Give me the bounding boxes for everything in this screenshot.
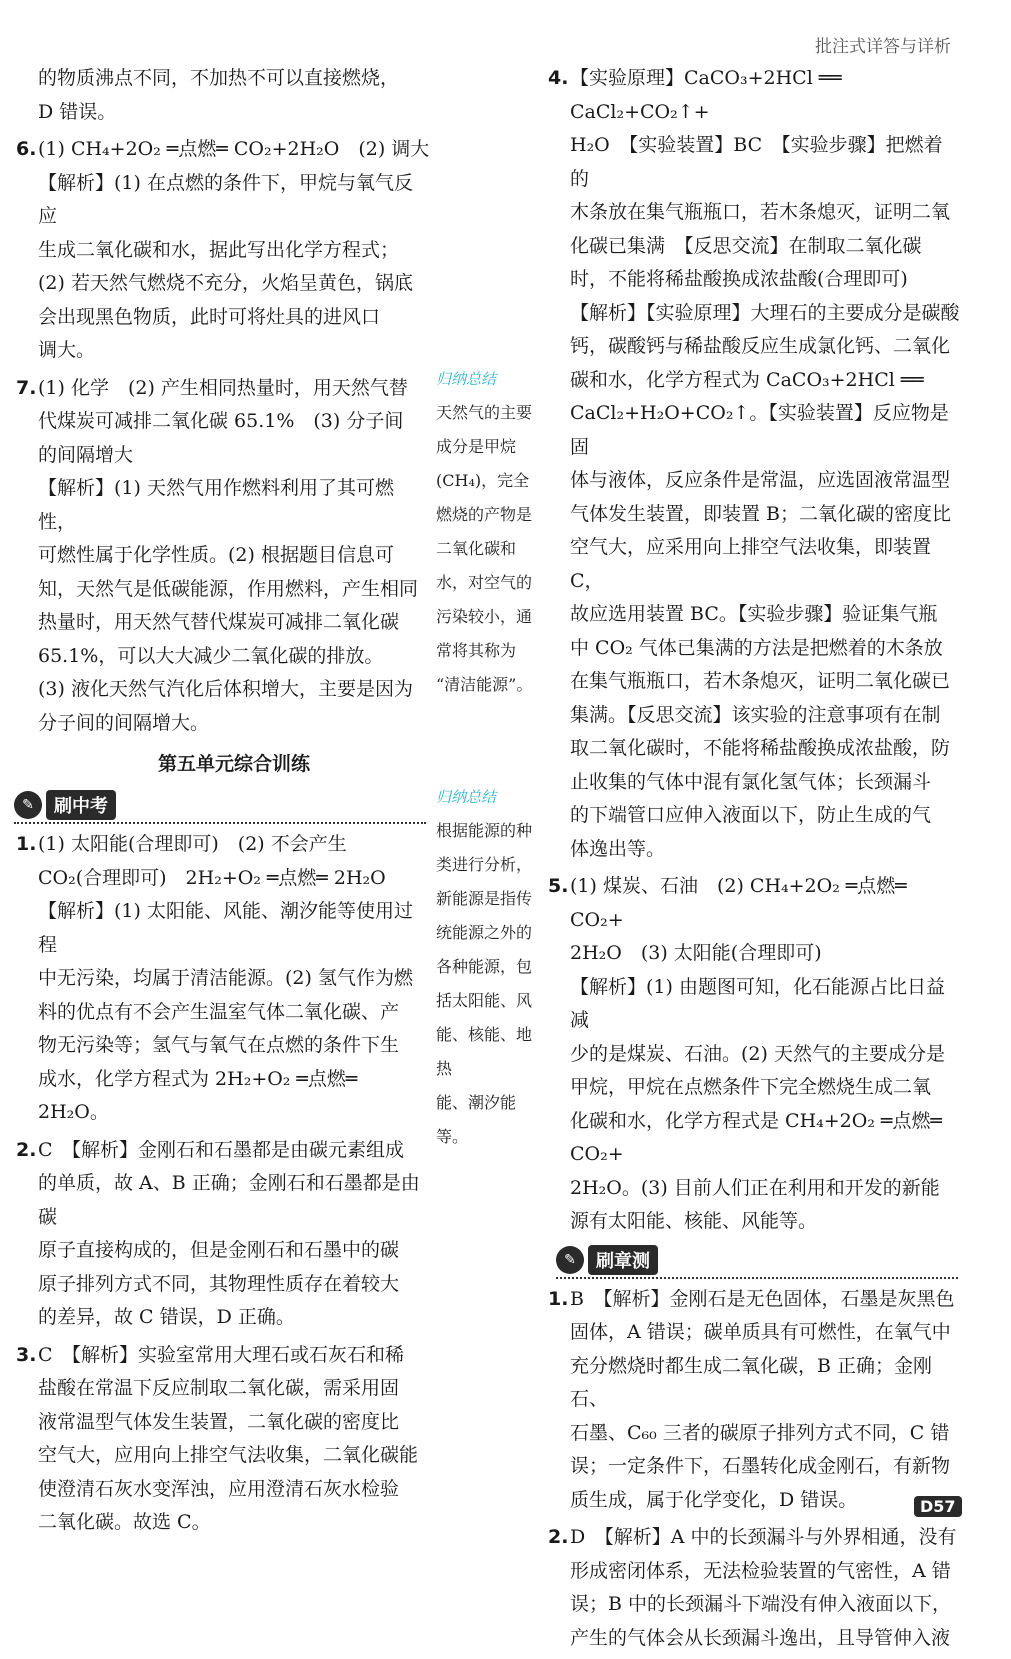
page-header: 批注式详答与详析 <box>815 37 951 57</box>
question-4: 4.【实验原理】CaCO₃+2HCl ══ CaCl₂+CO₂↑+ H₂O 【实验装置】BC 【实验步骤】把燃着的 木条放在集气瓶瓶口，若木条熄灭，证明二氧 化碳已集满 【反思交流】在制取二氧化碳 时，不能将稀盐酸换成浓盐酸(合理即可) 【解析】【实验原理】大理石的主要成分是碳酸 钙，碳酸钙与稀盐酸反应生成氯化钙、二氧化 碳和水，化学方程式为 CaCO₃+2HCl ══ CaCl₂+H₂O+CO₂↑。【实验装置】反应物是固 体与液体，反应条件是常温，应选固液常温型 气体发生装置，即装置 B；二氧化碳的密度比 空气大，应采用向上排空气法收集，即装置 C， 故应选用装置 BC。【实验步骤】验证集气瓶 中 CO₂ 气体已集满的方法是把燃着的木条放 在集气瓶瓶口，若木条熄灭，证明二氧化碳已 集满。【反思交流】该实验的注意事项有在制 取二氧化碳时，不能将稀盐酸换成浓盐酸，防 止收集的气体中混有氯化氢气体；长颈漏斗 的下端管口应伸入液面以下，防止生成的气 体逸出等。 <box>570 62 960 866</box>
question-number: 6. <box>16 138 37 160</box>
pencil-icon: ✎ <box>14 791 42 819</box>
side-note-1: 归纳总结 天然气的主要 成分是甲烷 (CH₄)，完全 燃烧的产物是 二氧化碳和 水，对空气的 污染较小，通 常将其称为 “清洁能源”。 <box>436 362 536 702</box>
summary-tag: 归纳总结 <box>436 788 497 806</box>
question-number: 3. <box>16 1343 37 1366</box>
question-5: 5.(1) 煤炭、石油 (2) CH₄+2O₂ ═点燃═ CO₂+ 2H₂O (3) 太阳能(合理即可) 【解析】(1) 由题图可知，化石能源占比日益减 少的是煤炭、石油。(2) 天然气的主要成分是 甲烷，甲烷在点燃条件下完全燃烧生成二氧 化碳和水，化学方程式是 CH₄+2O₂ ═点燃═ CO₂+ 2H₂O。(3) 目前人们正在利用和开发的新能 源有太阳能、核能、风能等。 <box>570 870 960 1239</box>
chapter-question-2: 2.D 【解析】A 中的长颈漏斗与外界相通，没有 形成密闭体系，无法检验装置的气密性，A 错 误；B 中的长颈漏斗下端没有伸入液面以下， 产生的气体会从长颈漏斗逸出，且导管伸入液 <box>570 1521 960 1655</box>
question-6: 6.(1) CH₄+2O₂ ═点燃═ CO₂+2H₂O (2) 调大 【解析】(1) 在点燃的条件下，甲烷与氧气反应 生成二氧化碳和水，据此写出化学方程式； (2) 若天然气燃烧不充分，火焰呈黄色，锅底 会出现黑色物质，此时可将灶具的进风口 调大。 <box>38 133 430 368</box>
unit-title: 第五单元综合训练 <box>157 753 310 775</box>
question-number: 1. <box>548 1287 569 1310</box>
question-1: 1.(1) 太阳能(合理即可) (2) 不会产生 CO₂(合理即可) 2H₂+O₂ ═点燃═ 2H₂O 【解析】(1) 太阳能、风能、潮汐能等使用过程 中无污染，均属于清洁能源。(2) 氢气作为燃 料的优点有不会产生温室气体二氧化碳、产 物无污染等；氢气与氧气在点燃的条件下生 成水，化学方程式为 2H₂+O₂ ═点燃═ 2H₂O。 <box>38 828 430 1130</box>
question-number: 5. <box>548 875 569 897</box>
question-number: 2. <box>548 1526 569 1548</box>
question-7: 7.(1) 化学 (2) 产生相同热量时，用天然气替 代煤炭可减排二氧化碳 65.1% (3) 分子间 的间隔增大 【解析】(1) 天然气用作燃料利用了其可燃性， 可燃性属于化学性质。(2) 根据题目信息可 知，天然气是低碳能源，作用燃料，产生相同 热量时，用天然气替代煤炭可减排二氧化碳 65.1%，可以大大减少二氧化碳的排放。 (3) 液化天然气汽化后体积增大，主要是因为 分子间的间隔增大。 <box>38 372 430 741</box>
question-3: 3.C 【解析】实验室常用大理石或石灰石和稀 盐酸在常温下反应制取二氧化碳，需采用固 液常温型气体发生装置，二氧化碳的密度比 空气大，应用向上排空气法收集，二氧化碳能 使澄清石灰水变浑浊，应用澄清石灰水检验 二氧化碳。故选 C。 <box>38 1339 430 1540</box>
side-note-2: 归纳总结 根据能源的种 类进行分析， 新能源是指传 统能源之外的 各种能源，包 括太阳能、风 能、核能、地热 能、潮汐能等。 <box>436 780 536 1154</box>
chapter-question-1: 1.B 【解析】金刚石是无色固体，石墨是灰黑色 固体，A 错误；碳单质具有可燃性，在氧气中 充分燃烧时都生成二氧化碳，B 正确；金刚石、 石墨、C₆₀ 三者的碳原子排列方式不同，C 错 误；一定条件下，石墨转化成金刚石，有新物 质生成，属于化学变化，D 错误。 <box>570 1283 960 1518</box>
question-number: 7. <box>16 376 37 399</box>
left-column <box>16 62 430 1544</box>
carryover-text: 的物质沸点不同，不加热不可以直接燃烧， D 错误。 <box>38 67 400 123</box>
summary-tag: 归纳总结 <box>436 370 497 388</box>
question-number: 1. <box>16 833 37 855</box>
pencil-icon: ✎ <box>556 1246 584 1274</box>
question-number: 4. <box>548 67 569 89</box>
section-badge-zhongkao: ✎ 刷中考 <box>14 788 426 824</box>
question-number: 2. <box>16 1138 37 1161</box>
section-badge-zhangce: ✎ 刷章测 <box>556 1243 958 1279</box>
question-2: 2.C 【解析】金刚石和石墨都是由碳元素组成 的单质，故 A、B 正确；金刚石和石墨都是由碳 原子直接构成的，但是金刚石和石墨中的碳 原子排列方式不同，其物理性质存在着较大 的差异，故 C 错误，D 正确。 <box>38 1134 430 1335</box>
right-column <box>548 62 960 1659</box>
page-number: D57 <box>914 1496 962 1517</box>
